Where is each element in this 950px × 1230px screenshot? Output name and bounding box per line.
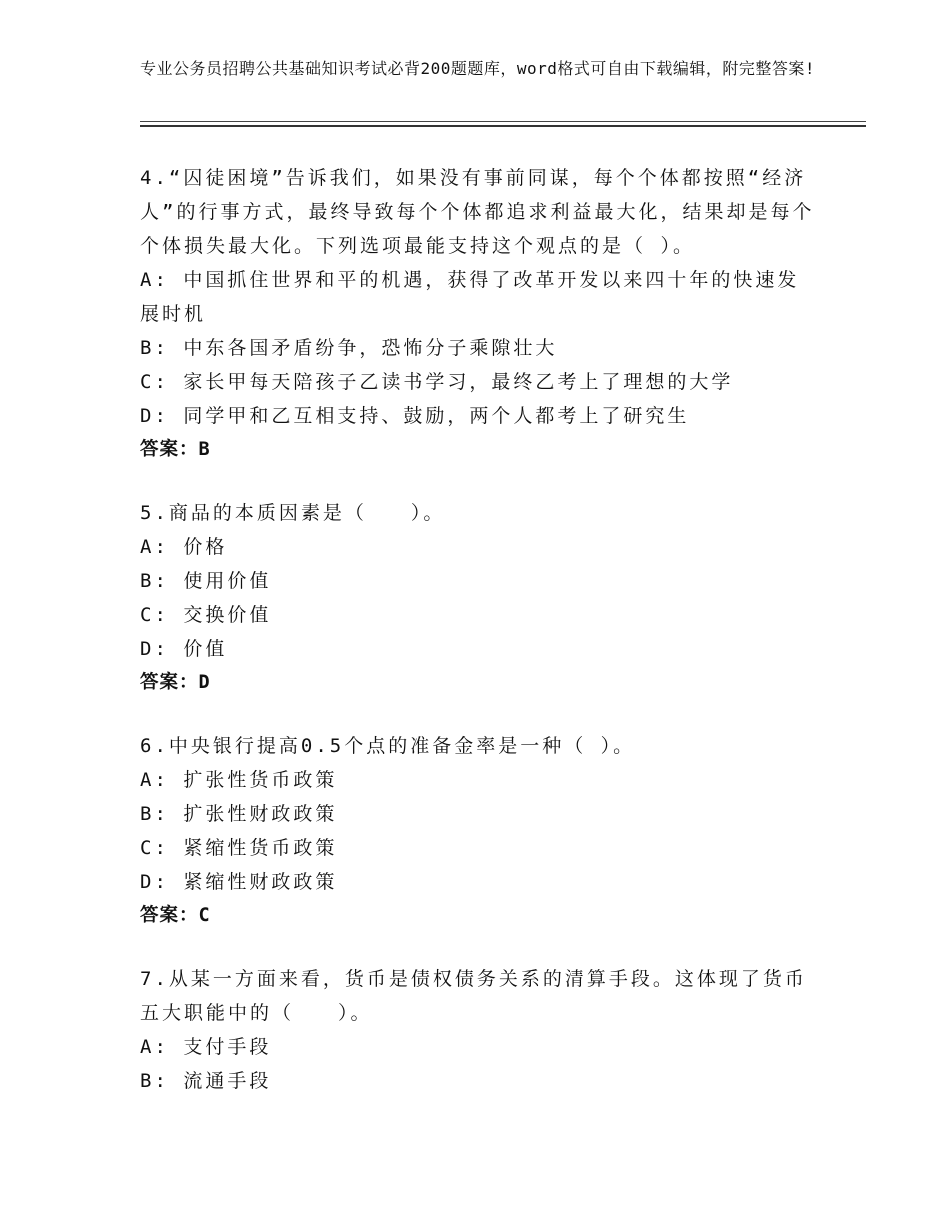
question-5 <box>140 496 820 700</box>
answer-line <box>140 899 820 933</box>
question-stem: 7.从某一方面来看，货币是债权债务关系的清算手段。这体现了货币五大职能中的（ ）。 <box>140 968 807 1024</box>
answer-value: C <box>198 905 211 926</box>
question-list <box>140 161 820 1127</box>
option-c: C: 家长甲每天陪孩子乙读书学习，最终乙考上了理想的大学 <box>140 371 734 393</box>
question-7 <box>140 962 820 1098</box>
answer-value: B <box>198 439 211 460</box>
question-stem: 5.商品的本质因素是（ ）。 <box>140 502 446 524</box>
option-c: C: 交换价值 <box>140 604 272 626</box>
question-6 <box>140 729 820 933</box>
option-b: B: 扩张性财政政策 <box>140 803 338 825</box>
option-a: A: 中国抓住世界和平的机遇，获得了改革开发以来四十年的快速发展时机 <box>140 269 800 325</box>
option-b: B: 流通手段 <box>140 1070 272 1092</box>
answer-value: D <box>198 672 211 693</box>
option-d: D: 紧缩性财政政策 <box>140 871 338 893</box>
option-a: A: 支付手段 <box>140 1036 272 1058</box>
option-b: B: 中东各国矛盾纷争，恐怖分子乘隙壮大 <box>140 337 558 359</box>
answer-line <box>140 433 820 467</box>
question-stem: 4.“囚徒困境”告诉我们，如果没有事前同谋，每个个体都按照“经济人”的行事方式，最终导致每个个体都追求利益最大化，结果却是每个个体损失最大化。下列选项最能支持这个观点的是（ ）。 <box>140 167 815 257</box>
question-stem: 6.中央银行提高0.5个点的准备金率是一种（ ）。 <box>140 735 636 757</box>
answer-label: 答案： <box>140 439 199 460</box>
option-c: C: 紧缩性货币政策 <box>140 837 338 859</box>
answer-label: 答案： <box>140 672 199 693</box>
option-b: B: 使用价值 <box>140 570 272 592</box>
option-d: D: 价值 <box>140 638 228 660</box>
option-d: D: 同学甲和乙互相支持、鼓励，两个人都考上了研究生 <box>140 405 690 427</box>
option-a: A: 扩张性货币政策 <box>140 769 338 791</box>
document-header: 专业公务员招聘公共基础知识考试必背200题题库，word格式可自由下载编辑，附完整答案! <box>140 59 816 78</box>
header-divider-thick <box>140 125 866 127</box>
answer-line <box>140 666 820 700</box>
header-divider-thin <box>140 121 866 122</box>
option-a: A: 价格 <box>140 536 228 558</box>
question-4 <box>140 161 820 467</box>
answer-label: 答案： <box>140 905 199 926</box>
